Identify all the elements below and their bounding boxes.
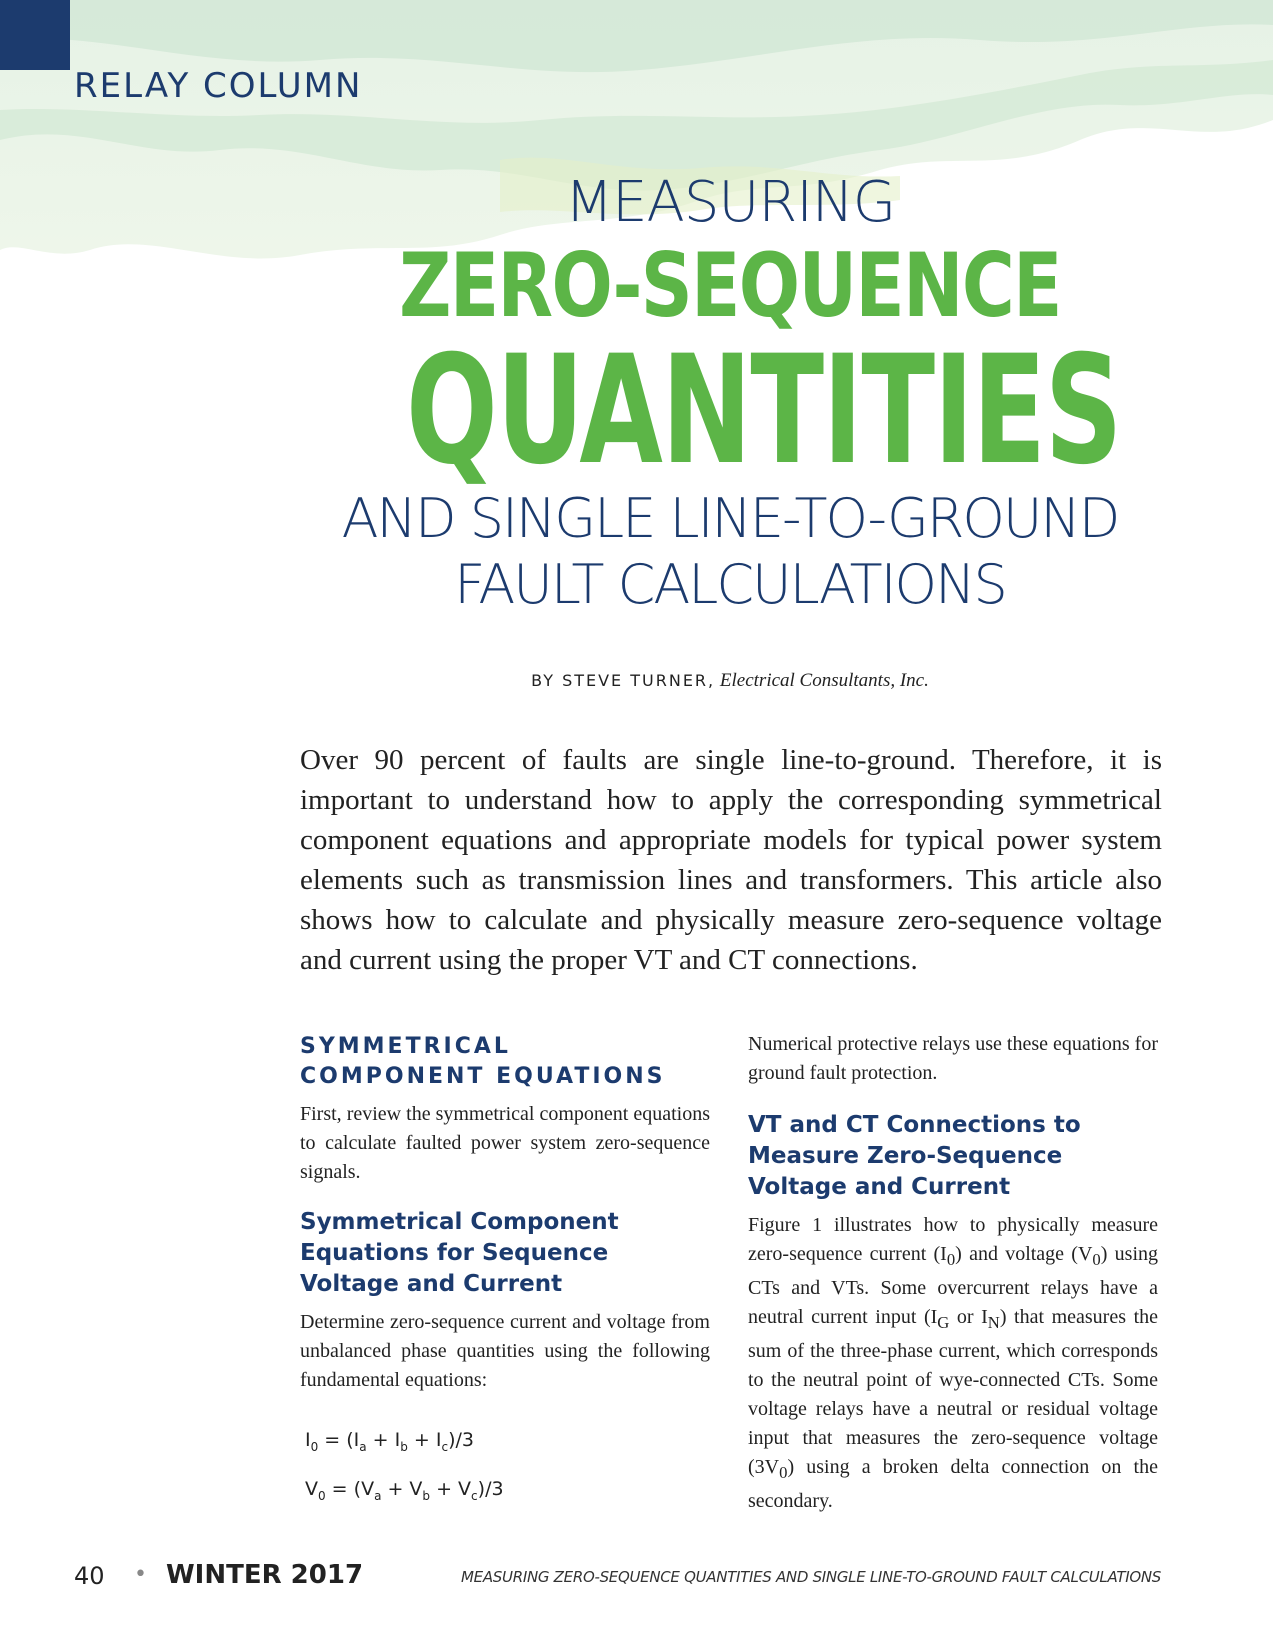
byline [280,670,1180,692]
issue-label: WINTER 2017 [166,1560,364,1590]
title-line-1: MEASURING [564,170,896,235]
left-column [300,1032,710,1503]
footer-bullet: • [134,1562,147,1587]
article-title [280,170,1180,618]
intro-paragraph: Over 90 percent of faults are single line-to-ground. Therefore, it is important to understand how to apply the corresponding symmetrical component equations and appropriate models for typical power system elements such as transmission lines and transformers. This article also shows how to calculate and physically measure zero-sequence voltage and current using the proper VT and CT connections. [300,744,1162,976]
right-column [748,1030,1158,1516]
author-org: Electrical Consultants, Inc. [719,670,929,691]
paragraph-review: First, review the symmetrical component equations to calculate faulted power system zero-sequence signals. [300,1103,710,1183]
equation-i0: $I_0 = (I_a + I_b + I_c)/3$ [305,1429,474,1454]
section-heading-symmetrical: SYMMETRICAL COMPONENT EQUATIONS [300,1034,666,1089]
title-line-5: FAULT CALCULATIONS [454,553,1006,616]
subheading-sequence-equations: Symmetrical Component Equations for Sequence Voltage and Current [300,1209,619,1297]
subheading-vt-ct: VT and CT Connections to Measure Zero-Sequence Voltage and Current [748,1112,1081,1200]
author-name: BY STEVE TURNER, [531,671,716,690]
paragraph-determine: Determine zero-sequence current and voltage from unbalanced phase quantities using the following fundamental equations: [300,1311,710,1391]
title-line-2: ZERO-SEQUENCE [399,234,1061,337]
page-number: 40 [74,1562,105,1590]
corner-block [0,0,70,70]
column-label: RELAY COLUMN [74,66,363,106]
running-title: MEASURING ZERO-SEQUENCE QUANTITIES AND SINGLE LINE-TO-GROUND FAULT CALCULATIONS [461,1568,1161,1586]
title-line-4: AND SINGLE LINE-TO-GROUND [341,487,1119,550]
paragraph-numerical-relays: Numerical protective relays use these equations for ground fault protection. [748,1033,1158,1084]
equation-v0: $V_0 = (V_a + V_b + V_c)/3$ [305,1477,504,1503]
title-line-3: QUANTITIES [406,324,1122,498]
paragraph-figure1: Figure 1 illustrates how to physically measure zero-sequence current $(I_0)$ and voltage $(V_0)$ using CTs and VTs. Some overcurrent relays have a neutral current input ($I_G$ or $I_N$) that measures the sum of the three-phase current, which corresponds to the neutral point of wye-connected CTs. Some voltage relays have a neutral or residual voltage input that measures the zero-sequence voltage $(3V_0)$ using a broken delta connection on the secondary. [748,1214,1159,1512]
